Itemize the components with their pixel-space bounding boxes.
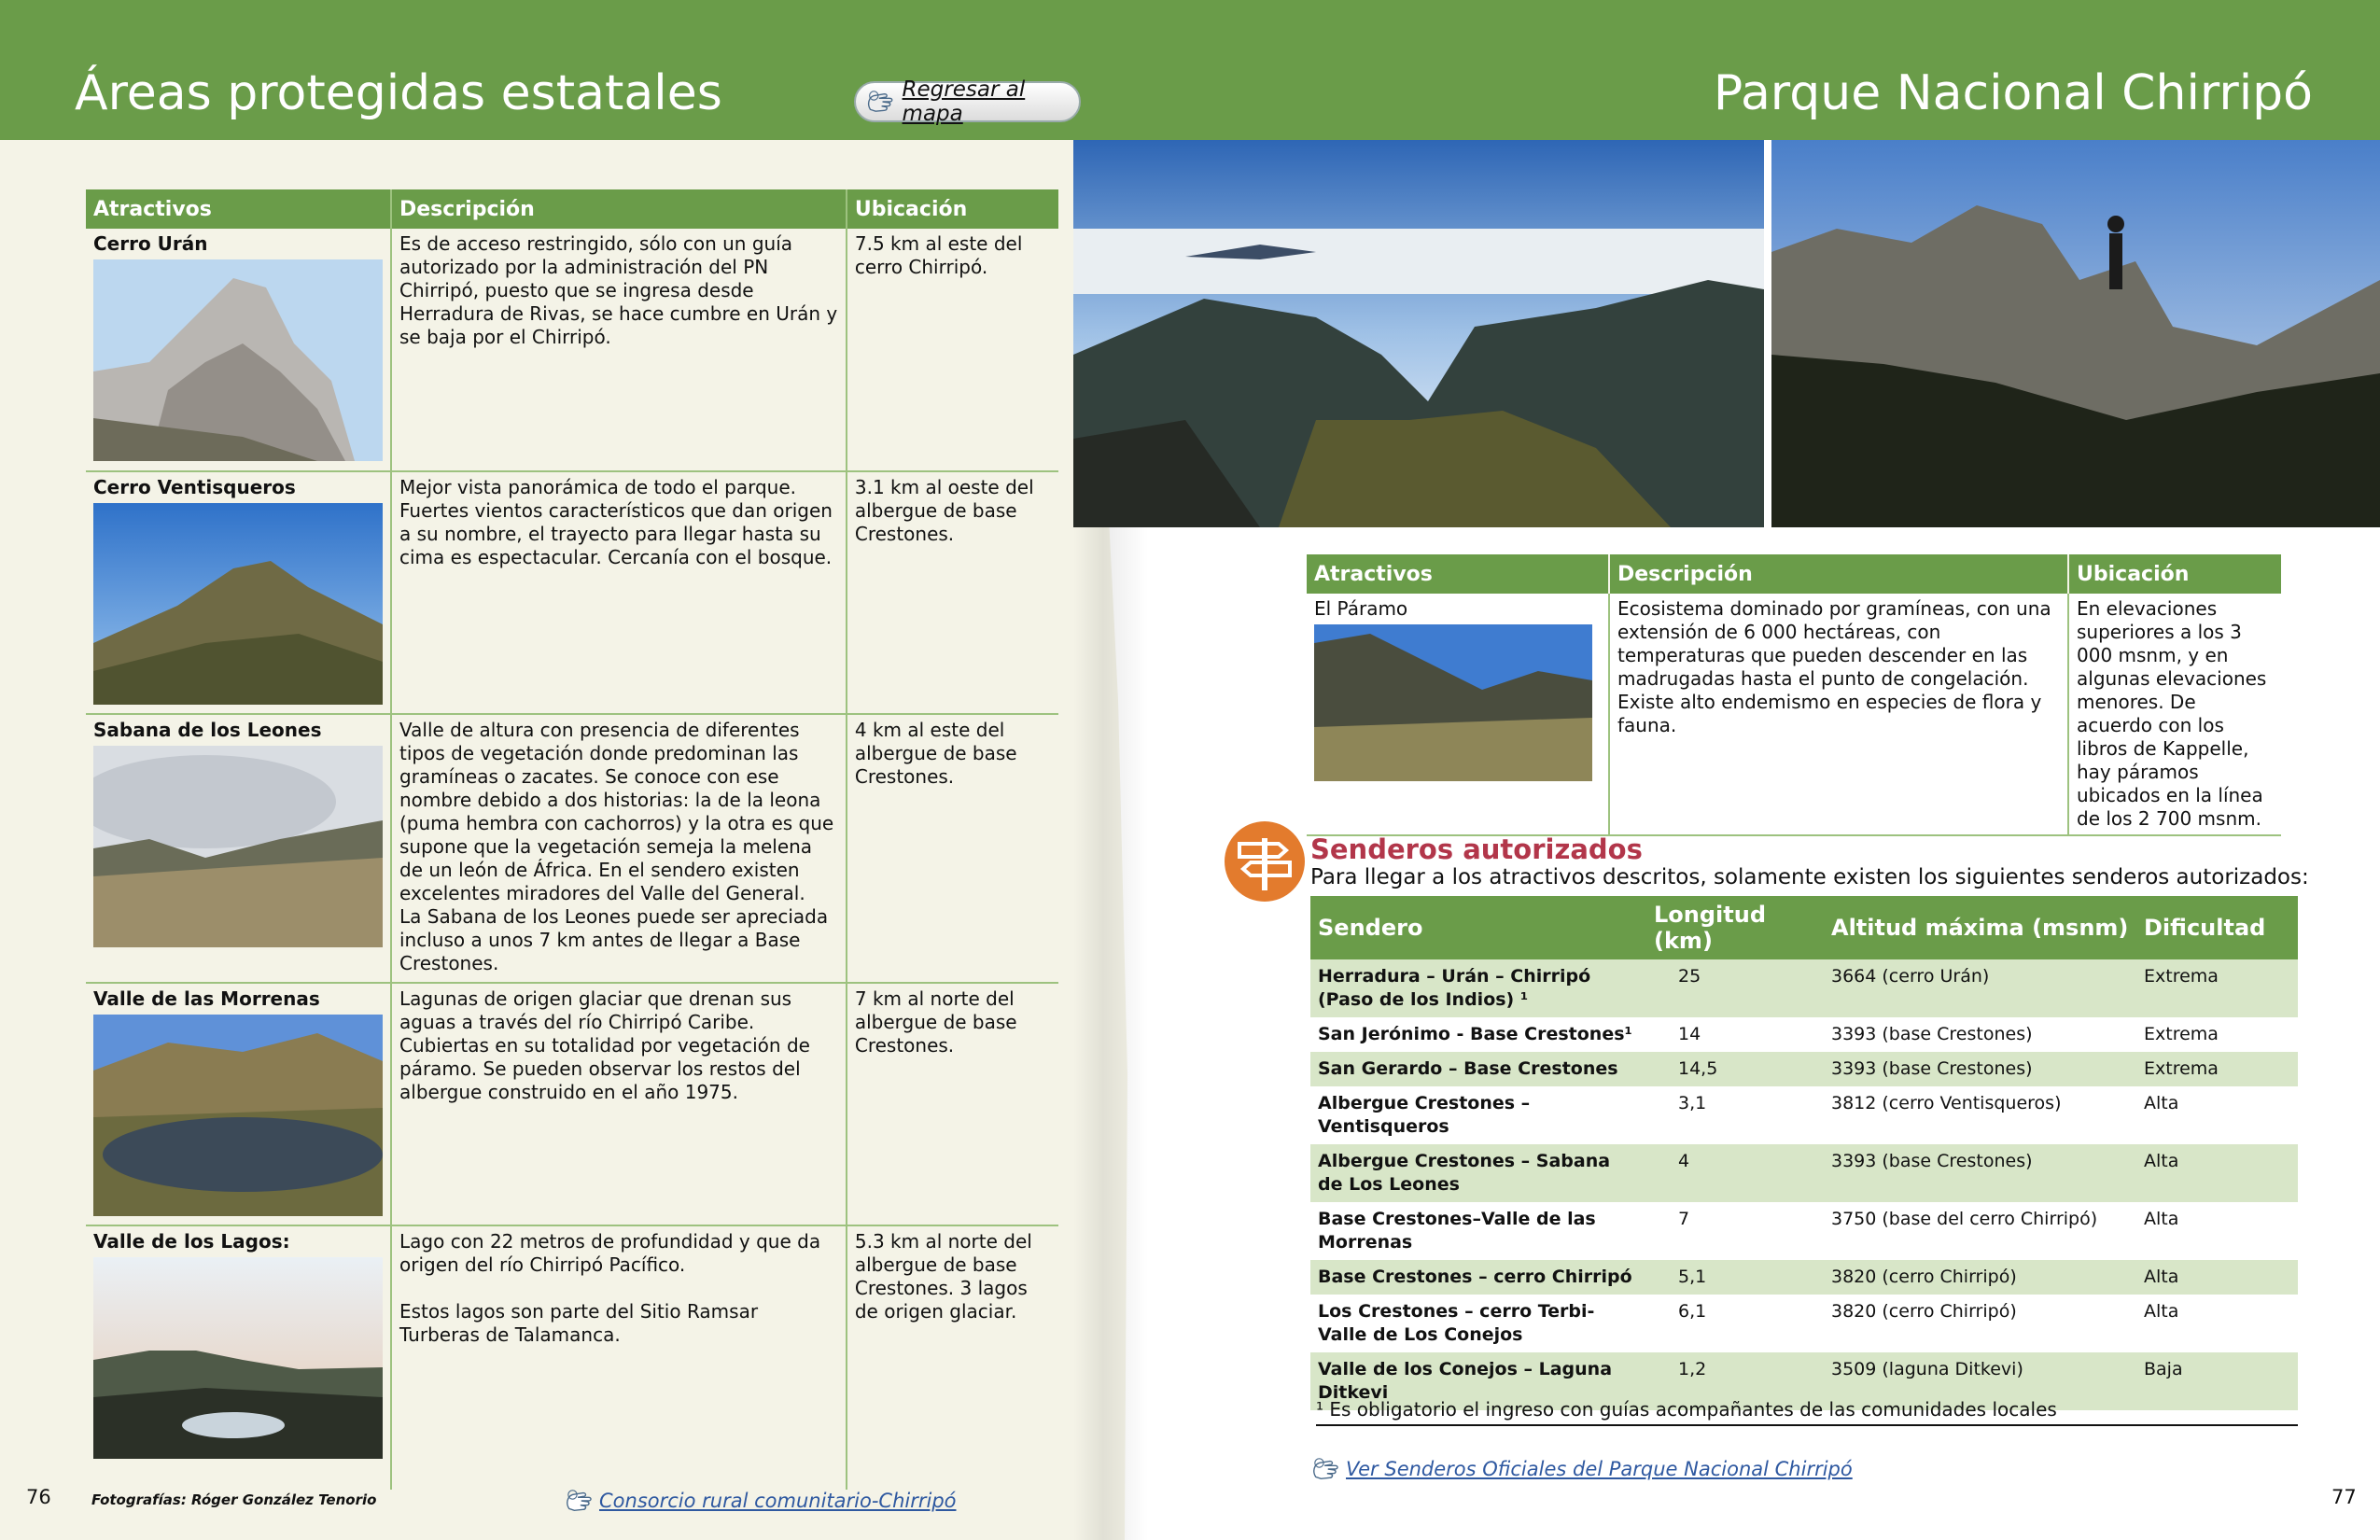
attraction-description: Mejor vista panorámica de todo el parque. Fuertes vientos característicos que dan origen a su nombre, el trayecto para llegar hasta su cima es espectacular. Cercanía con el bosque. [391, 471, 847, 714]
attraction-name: Valle de las Morrenas [93, 987, 320, 1010]
table-row: Base Crestones – cerro Chirripó 5,1 3820 (cerro Chirripó) Alta [1310, 1260, 2298, 1295]
back-to-map-label[interactable]: Regresar al mapa [902, 77, 1026, 126]
trails-footnote: ¹ Es obligatorio el ingreso con guías acompañantes de las comunidades locales [1316, 1398, 2298, 1426]
attractions-table-right [1307, 554, 2281, 836]
section-title: Áreas protegidas estatales [75, 65, 722, 121]
attraction-description: Valle de altura con presencia de diferentes tipos de vegetación donde predominan las gramíneas o zacates. Se conoce con ese nombre debido a dos historias: la de la leona (puma hembra con cachorros) y la otra es que supone que la vegetación semeja la melena de un león de África. En el sendero existen excelentes miradores del Valle del General. La Sabana de los Leones puede ser apreciada incluso a unos 7 km antes de llegar a Base Crestones. [391, 714, 847, 983]
trails-intro: Para llegar a los atractivos descritos, solamente existen los siguientes senderos autorizados: [1310, 865, 2309, 889]
col-header-difficulty: Dificultad [2136, 896, 2298, 959]
table-row: Albergue Crestones – Ventisqueros 3,1 3812 (cerro Ventisqueros) Alta [1318, 1093, 2179, 1137]
attractions-table-left [86, 189, 1058, 1490]
col-header-length: Longitud (km) [1646, 896, 1824, 959]
photo-credits: Fotografías: Róger González Tenorio [91, 1491, 377, 1508]
consortium-link[interactable] [564, 1488, 957, 1514]
park-title: Parque Nacional Chirripó [1713, 65, 2313, 121]
photo-rock-summit [1771, 140, 2380, 527]
table-row [86, 714, 1058, 983]
attraction-name: Valle de los Lagos: [93, 1230, 290, 1253]
page-number-left: 76 [26, 1486, 51, 1508]
col-header-location: Ubicación [2068, 554, 2281, 594]
photo-cerro-uran [93, 259, 383, 461]
table-row: San Gerardo – Base Crestones 14,5 3393 (base Crestones) Extrema [1310, 1052, 2298, 1086]
official-trails-link-label[interactable]: Ver Senderos Oficiales del Parque Nacional Chirripó [1346, 1458, 1853, 1480]
table-row: Albergue Crestones – Sabana de Los Leones 4 3393 (base Crestones) Alta [1310, 1144, 2298, 1202]
attraction-name: Cerro Ventisqueros [93, 476, 296, 498]
trails-table [1310, 896, 2298, 1410]
photo-sea-of-clouds [1073, 140, 1764, 527]
table-row [86, 1225, 1058, 1490]
touch-hand-icon [865, 88, 895, 116]
photo-valle-de-los-lagos [93, 1257, 383, 1459]
consortium-link-label[interactable]: Consorcio rural comunitario-Chirripó [599, 1490, 957, 1512]
table-row [86, 229, 1058, 471]
table-row [86, 983, 1058, 1225]
photo-el-paramo [1314, 624, 1592, 781]
table-row [1307, 594, 2281, 835]
table-row: Valle de los Conejos – Laguna Ditkevi 1,2 3509 (laguna Ditkevi) Baja [1310, 1352, 2298, 1410]
col-header-description: Descripción [391, 189, 847, 229]
col-header-trail: Sendero [1310, 896, 1646, 959]
attraction-location: 3.1 km al oeste del albergue de base Crestones. [847, 471, 1058, 714]
table-row: San Jerónimo - Base Crestones¹ 14 3393 (base Crestones) Extrema [1318, 1024, 2219, 1044]
photo-valle-de-las-morrenas [93, 1015, 383, 1216]
back-to-map-button[interactable] [854, 77, 1081, 126]
signpost-icon [1225, 821, 1305, 902]
trails-title: Senderos autorizados [1310, 833, 1643, 865]
attraction-name: Cerro Urán [93, 232, 208, 255]
col-header-attractions: Atractivos [1307, 554, 1609, 594]
table-row: Herradura – Urán – Chirripó (Paso de los Indios) ¹ 25 3664 (cerro Urán) Extrema [1310, 959, 2298, 1017]
attraction-location: 4 km al este del albergue de base Crestones. [847, 714, 1058, 983]
table-row: Base Crestones–Valle de las Morrenas 7 3750 (base del cerro Chirripó) Alta [1318, 1209, 2179, 1253]
page-number-right: 77 [2331, 1486, 2357, 1508]
col-header-altitude: Altitud máxima (msnm) [1824, 896, 2136, 959]
table-row: Los Crestones – cerro Terbi- Valle de Los Conejos 6,1 3820 (cerro Chirripó) Alta [1318, 1301, 2179, 1345]
photo-cerro-ventisqueros [93, 503, 383, 705]
attraction-name: El Páramo [1314, 597, 1408, 620]
touch-hand-icon [1310, 1456, 1340, 1482]
attraction-location: 7 km al norte del albergue de base Crestones. [847, 983, 1058, 1225]
touch-hand-icon [564, 1488, 594, 1514]
official-trails-link[interactable] [1310, 1456, 1853, 1482]
attraction-description: Ecosistema dominado por gramíneas, con una extensión de 6 000 hectáreas, con temperaturas que pueden descender en las madrugadas hasta el punto de congelación. Existe alto endemismo en especies de flora y fauna. [1609, 594, 2068, 835]
attraction-description: Lago con 22 metros de profundidad y que da origen del río Chirripó Pacífico. Estos lagos son parte del Sitio Ramsar Turberas de Talamanca. [391, 1225, 847, 1490]
attraction-description: Es de acceso restringido, sólo con un guía autorizado por la administración del PN Chirripó, puesto que se ingresa desde Herradura de Rivas, se hace cumbre en Urán y se baja por el Chirripó. [391, 229, 847, 471]
attraction-location: 7.5 km al este del cerro Chirripó. [847, 229, 1058, 471]
attraction-name: Sabana de los Leones [93, 719, 322, 741]
col-header-description: Descripción [1609, 554, 2068, 594]
photo-sabana-de-los-leones [93, 746, 383, 947]
table-row [86, 471, 1058, 714]
col-header-location: Ubicación [847, 189, 1058, 229]
attraction-description: Lagunas de origen glaciar que drenan sus aguas a través del río Chirripó Caribe. Cubiertas en su totalidad por vegetación de páramo. Se pueden observar los restos del albergue construido en el año 1975. [391, 983, 847, 1225]
col-header-attractions: Atractivos [86, 189, 391, 229]
attraction-location: 5.3 km al norte del albergue de base Crestones. 3 lagos de origen glaciar. [854, 1230, 1032, 1323]
attraction-location: En elevaciones superiores a los 3 000 msnm, y en algunas elevaciones menores. De acuerdo con los libros de Kappelle, hay páramos ubicados en la línea de los 2 700 msnm. [2068, 594, 2281, 835]
